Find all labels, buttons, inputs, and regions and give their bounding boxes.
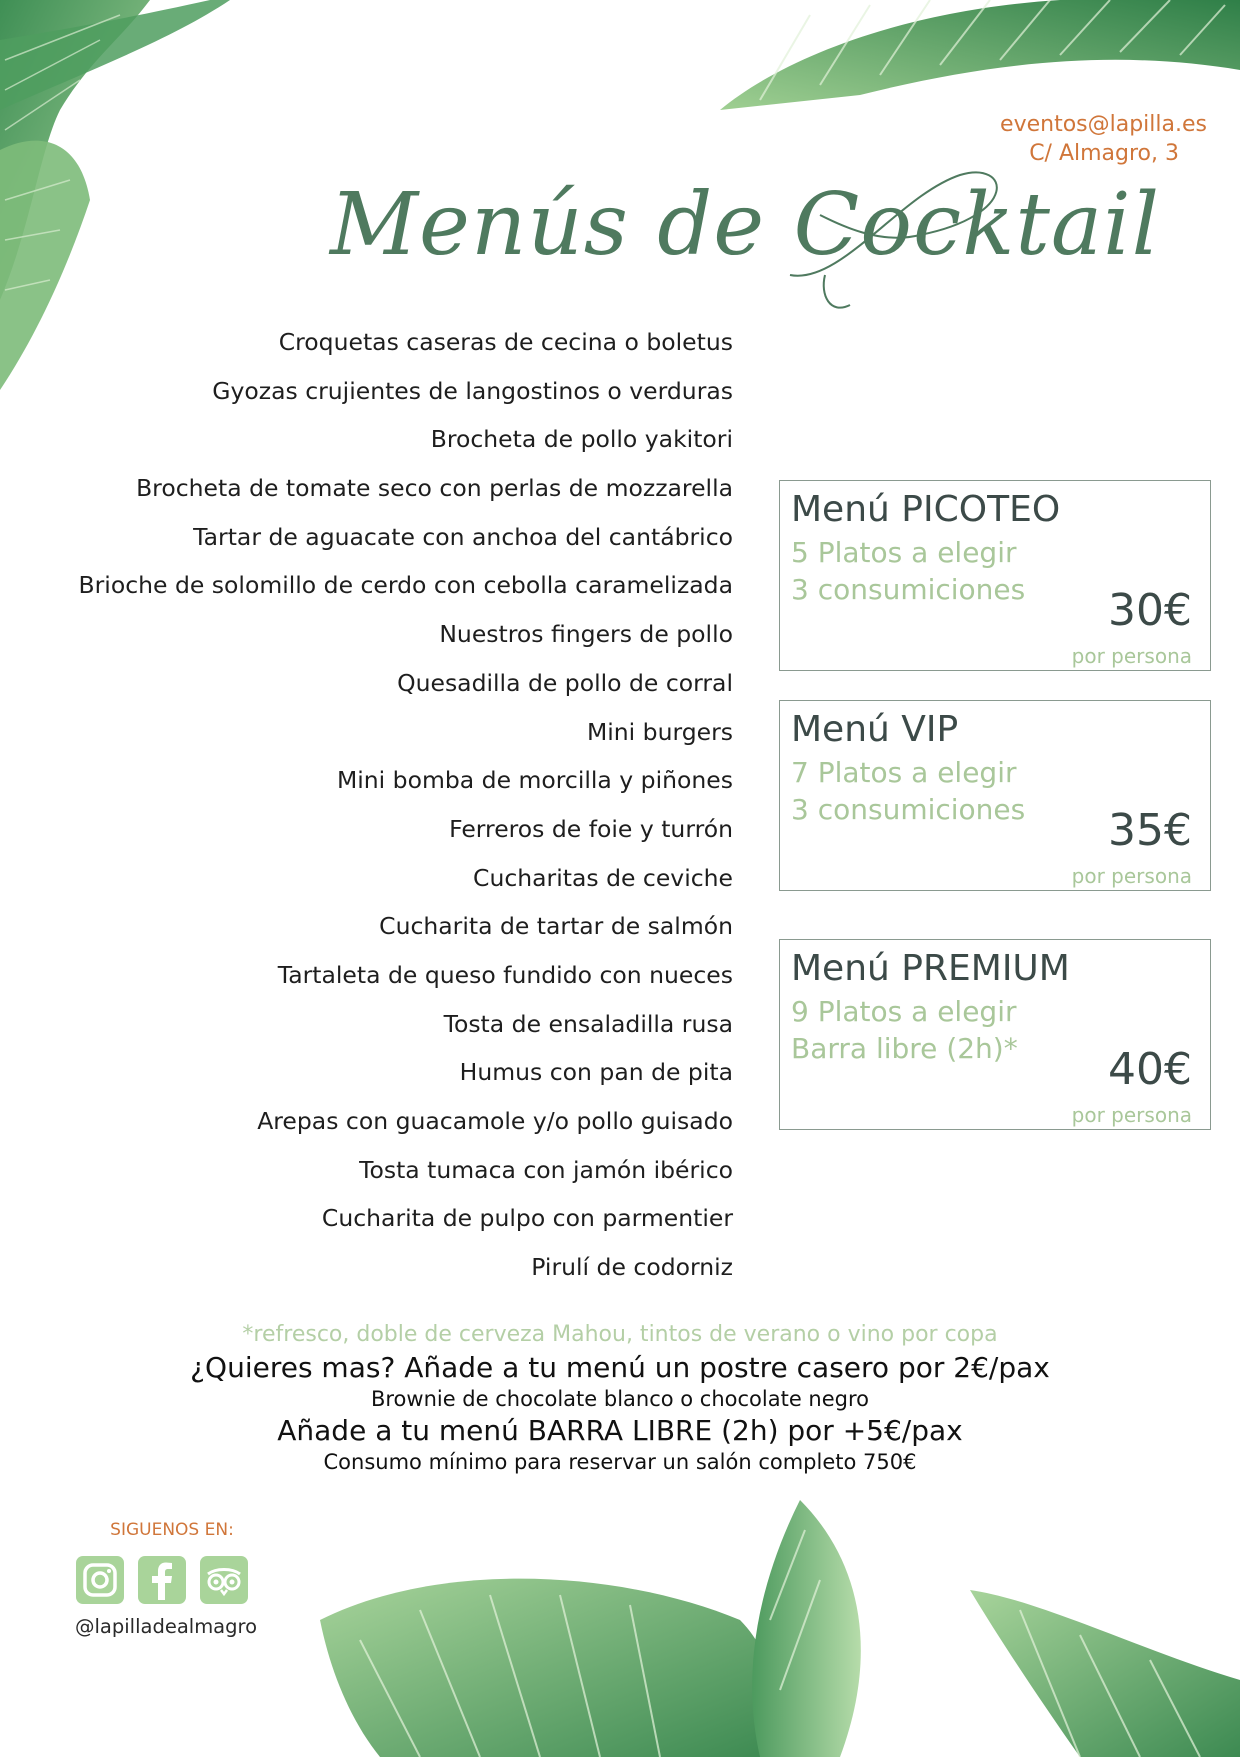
dessert-offer: ¿Quieres mas? Añade a tu menú un postre casero por 2€/pax	[190, 1351, 1050, 1384]
social-label: SIGUENOS EN:	[110, 1520, 234, 1540]
menu-price: 35€	[1108, 805, 1192, 856]
dish-item: Brocheta de tomate seco con perlas de mozzarella	[136, 474, 733, 503]
minimum-spend: Consumo mínimo para reservar un salón completo 750€	[323, 1450, 917, 1474]
menu-dishes-count: 5 Platos a elegir	[791, 536, 1017, 569]
dish-item: Ferreros de foie y turrón	[449, 814, 733, 843]
dessert-detail: Brownie de chocolate blanco o chocolate negro	[370, 1387, 870, 1411]
dish-item: Cucharita de tartar de salmón	[379, 912, 733, 941]
dish-item: Cucharitas de ceviche	[473, 863, 733, 892]
menu-price: 40€	[1108, 1044, 1192, 1095]
menu-per-person: por persona	[1071, 1103, 1192, 1127]
contact-address: C/ Almagro, 3	[1029, 141, 1179, 166]
facebook-icon[interactable]	[138, 1556, 186, 1604]
menu-vip-card	[779, 700, 1211, 891]
leaf-decoration-bottom	[320, 1500, 1240, 1757]
dish-list	[20, 318, 733, 1292]
menu-name: Menú PREMIUM	[791, 948, 1070, 989]
social-section	[72, 1520, 282, 1638]
menu-per-person: por persona	[1071, 644, 1192, 668]
open-bar-offer: Añade a tu menú BARRA LIBRE (2h) por +5€/pax	[277, 1414, 963, 1447]
leaf-decoration-top-right	[700, 0, 1240, 115]
dish-item: Arepas con guacamole y/o pollo guisado	[257, 1107, 733, 1135]
menu-picoteo-card	[779, 480, 1211, 671]
menu-per-person: por persona	[1071, 864, 1192, 888]
drinks-footnote: *refresco, doble de cerveza Mahou, tintos de verano o vino por copa	[242, 1322, 998, 1347]
dish-item: Brioche de solomillo de cerdo con cebolla caramelizada	[78, 571, 733, 600]
dish-item: Brocheta de pollo yakitori	[430, 425, 733, 454]
dish-item: Tosta tumaca con jamón ibérico	[359, 1155, 733, 1184]
menu-dishes-count: 9 Platos a elegir	[791, 995, 1017, 1028]
dish-item: Gyozas crujientes de langostinos o verduras	[212, 376, 733, 405]
page-title	[320, 155, 1161, 315]
dish-item: Cucharita de pulpo con parmentier	[321, 1204, 733, 1233]
menu-premium-card	[779, 939, 1211, 1130]
menu-name: Menú PICOTEO	[791, 489, 1061, 530]
dish-item: Tartar de aguacate con anchoa del cantábrico	[193, 522, 733, 551]
dish-item: Quesadilla de pollo de corral	[397, 668, 733, 697]
menu-drinks: 3 consumiciones	[791, 793, 1026, 826]
dish-item: Mini bomba de morcilla y piñones	[336, 766, 733, 795]
contact-email[interactable]: eventos@lapilla.es	[1000, 112, 1207, 137]
instagram-icon[interactable]	[76, 1556, 124, 1604]
page-title-text: Menús de Cocktail	[330, 175, 1161, 275]
footer-notes	[0, 1318, 1240, 1477]
menu-drinks: Barra libre (2h)*	[791, 1032, 1018, 1065]
menu-price: 30€	[1108, 585, 1192, 636]
dish-item: Tartaleta de queso fundido con nueces	[277, 960, 733, 989]
menu-dishes-count: 7 Platos a elegir	[791, 756, 1017, 789]
social-handle[interactable]: @lapilladealmagro	[75, 1615, 258, 1638]
dish-item: Mini burgers	[586, 717, 733, 746]
dish-item: Croquetas caseras de cecina o boletus	[278, 328, 733, 356]
menu-drinks: 3 consumiciones	[791, 573, 1026, 606]
dish-item: Pirulí de codorniz	[531, 1253, 733, 1282]
dish-item: Nuestros fingers de pollo	[439, 620, 733, 649]
dish-item: Humus con pan de pita	[459, 1058, 733, 1087]
dish-item: Tosta de ensaladilla rusa	[443, 1009, 733, 1038]
menu-name: Menú VIP	[791, 709, 959, 750]
tripadvisor-icon[interactable]	[200, 1556, 248, 1604]
